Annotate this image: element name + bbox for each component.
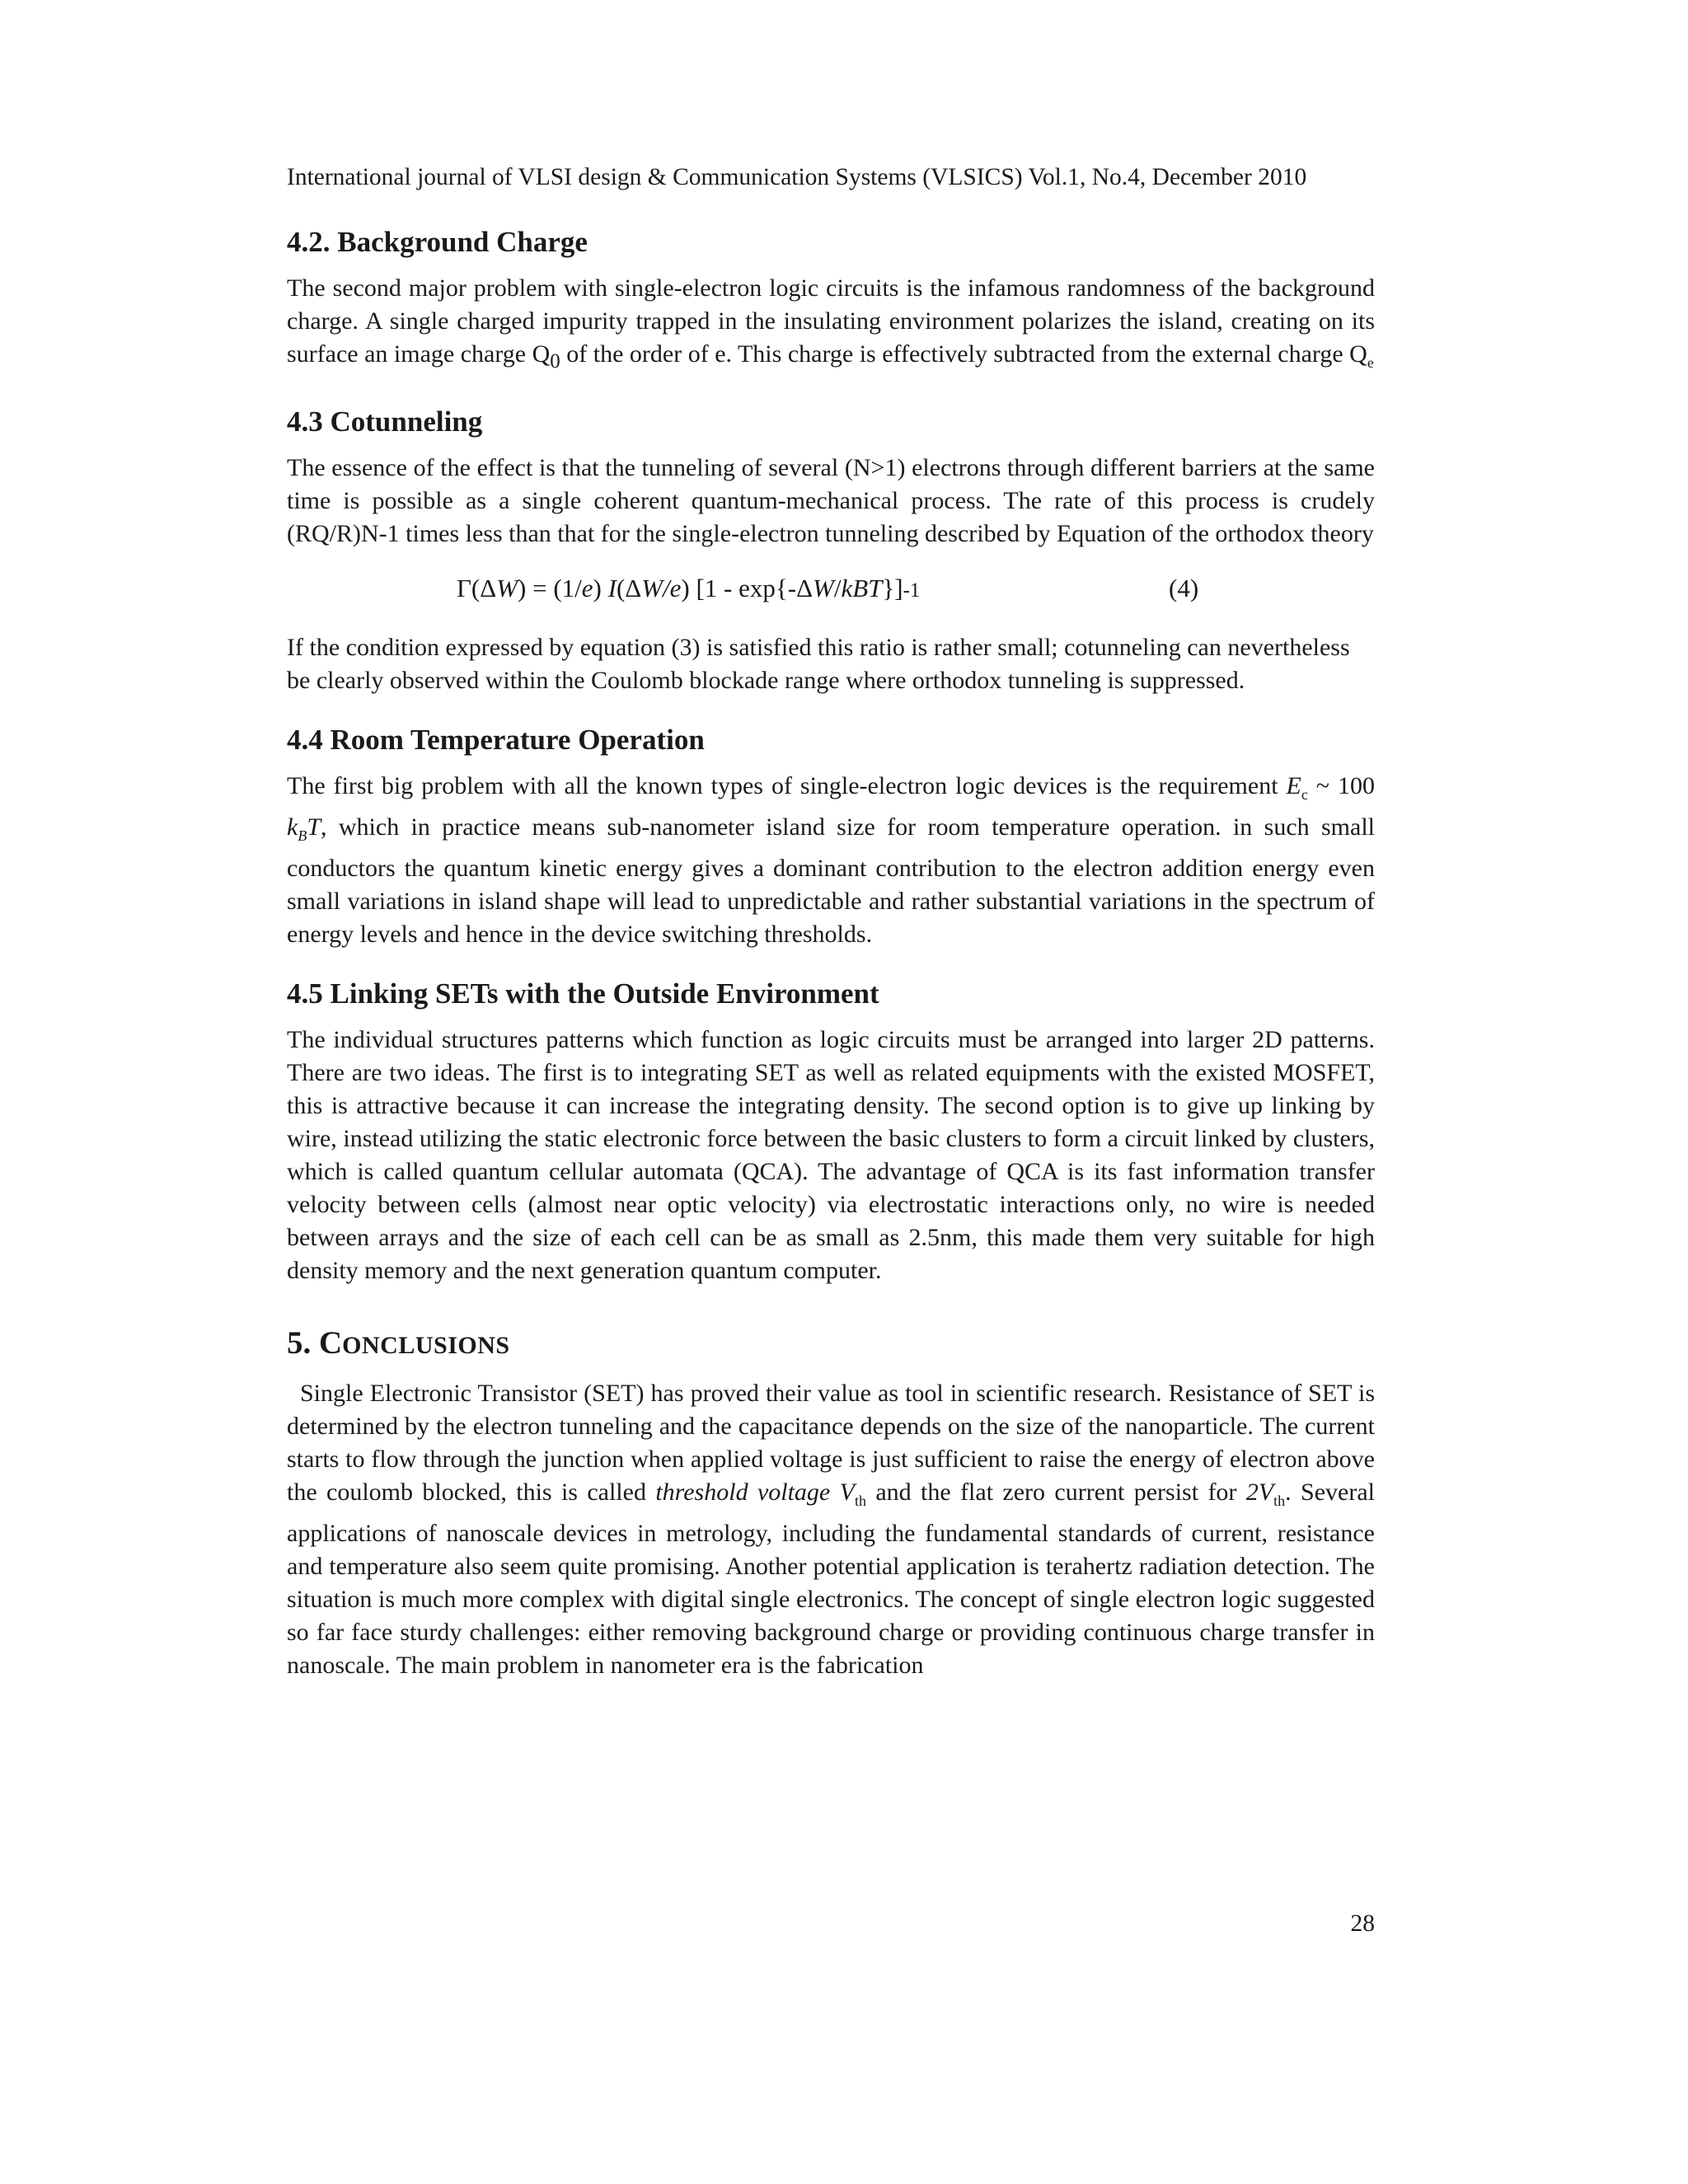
eq-var: kBT: [841, 574, 883, 602]
section-background-charge: [287, 224, 1375, 379]
equation-number: (4): [1169, 574, 1199, 602]
text-run: and the flat zero current persist for: [865, 1479, 1246, 1506]
section-heading: 4.4 Room Temperature Operation: [287, 724, 705, 756]
eq-part: ): [593, 574, 608, 602]
subscript: e: [1367, 354, 1374, 371]
eq-part: ) [1 - exp{-Δ: [681, 574, 814, 602]
page-number: 28: [1350, 1910, 1375, 1937]
page-content: [287, 224, 1375, 1707]
paragraph: The individual structures patterns which function as logic circuits must be arranged into larger 2D patterns. There are two ideas. The first is to integrating SET as well as related equipments with the existed MOSFET, this is attractive because it can increase the integrating density. The second option is to give up linking by wire, instead utilizing the static electronic force between the basic clusters to form a circuit linked by clusters, which is called quantum cellular automata (QCA). The advantage of QCA is its fast information transfer velocity between cells (almost near optic velocity) via electrostatic interactions only, no wire is needed between arrays and the size of each cell can be as small as 2.5nm, this made them very suitable for high density memory and the next generation quantum computer.: [287, 1026, 1375, 1284]
eq-part: (Δ: [616, 574, 642, 602]
equation-body: [457, 570, 920, 609]
equation-4: [287, 570, 1375, 607]
math-var: k: [287, 813, 298, 841]
running-header: International journal of VLSI design & Communication Systems (VLSICS) Vol.1, No.4, December 2010: [287, 164, 1307, 190]
text-run: The first big problem with all the known types of single-electron logic devices is the requirement: [287, 772, 1287, 799]
section-linking: [287, 976, 1375, 1287]
paper-page: [287, 0, 1375, 2184]
section-room-temperature: [287, 722, 1375, 951]
math-var: E: [1286, 772, 1301, 799]
paragraph: If the condition expressed by equation (3) is satisfied this ratio is rather small; cotunneling can nevertheless be clearly observed within the Coulomb blockade range where orthodox tunneling is suppressed.: [287, 634, 1350, 694]
subscript: th: [1273, 1493, 1286, 1509]
eq-part: Γ(Δ: [457, 574, 497, 602]
heading-part: ONCLUSIONS: [342, 1332, 510, 1359]
subscript: th: [854, 1493, 866, 1509]
text-run: ~ 100: [1307, 772, 1375, 799]
heading-part: 5. C: [287, 1325, 343, 1361]
eq-var: W: [496, 574, 518, 602]
eq-part: ) = (1/: [518, 574, 582, 602]
eq-var: W/e: [641, 574, 682, 602]
paragraph: [287, 770, 1375, 951]
section-heading: 4.5 Linking SETs with the Outside Environment: [287, 977, 879, 1010]
eq-var: I: [607, 574, 617, 602]
eq-exponent: -1: [903, 579, 921, 602]
text-run: . Several applications of nanoscale devices in metrology, including the fundamental standards of current, resistance and temperature also seem quite promising. Another potential application is terahertz radiation detection. The situation is much more complex with digital single electronics. The concept of single electron logic suggested so far face sturdy challenges: either removing background charge or providing continuous charge transfer in nanoscale. The main problem in nanometer era is the fabrication: [287, 1479, 1375, 1679]
paragraph: The essence of the effect is that the tunneling of several (N>1) electrons through different barriers at the same time is possible as a single coherent quantum-mechanical process. The rate of this process is crudely (RQ/R)N-1 times less than that for the single-electron tunneling described by Equation of the orthodox theory: [287, 454, 1375, 547]
section-cotunneling: [287, 404, 1375, 697]
italic-term: 2V: [1245, 1479, 1274, 1506]
eq-part: /: [833, 574, 842, 602]
math-var: T: [307, 813, 321, 841]
paragraph: [287, 272, 1375, 379]
section-heading: [287, 1324, 1375, 1366]
paragraph: [287, 1377, 1375, 1682]
section-conclusions: [287, 1324, 1375, 1682]
text-run: The second major problem with single-electron logic circuits is the infamous randomness of the background charge. A single charged impurity trapped in the insulating environment polarizes the island, creating on its surface an image charge Q: [287, 274, 1375, 368]
subscript: 0: [550, 350, 560, 373]
eq-var: W: [813, 574, 834, 602]
section-heading: 4.2. Background Charge: [287, 226, 588, 258]
text-run: of the order of e. This charge is effectively subtracted from the external charge Q: [560, 340, 1367, 368]
text-run: , which in practice means sub-nanometer island size for room temperature operation. in such small conductors the quantum kinetic energy gives a dominant contribution to the electron addition energy even small variations in island shape will lead to unpredictable and rather substantial variations in the spectrum of energy levels and hence in the device switching thresholds.: [287, 813, 1375, 948]
italic-term: threshold voltage V: [655, 1479, 855, 1506]
subscript: c: [1301, 786, 1308, 803]
subscript: B: [298, 827, 307, 844]
section-heading: 4.3 Cotunneling: [287, 405, 483, 438]
eq-var: e: [581, 574, 593, 602]
text-run: Single Electronic Transistor (SET) has proved their value as tool in scientific research. Resistance of SET is determined by the electron tunneling and the capacitance depends on the size of the nanoparticle. The current starts to flow through the junction when applied voltage is just sufficient to raise the energy of electron above the coulomb blocked, this is called: [287, 1380, 1375, 1506]
eq-part: }]: [882, 574, 903, 602]
